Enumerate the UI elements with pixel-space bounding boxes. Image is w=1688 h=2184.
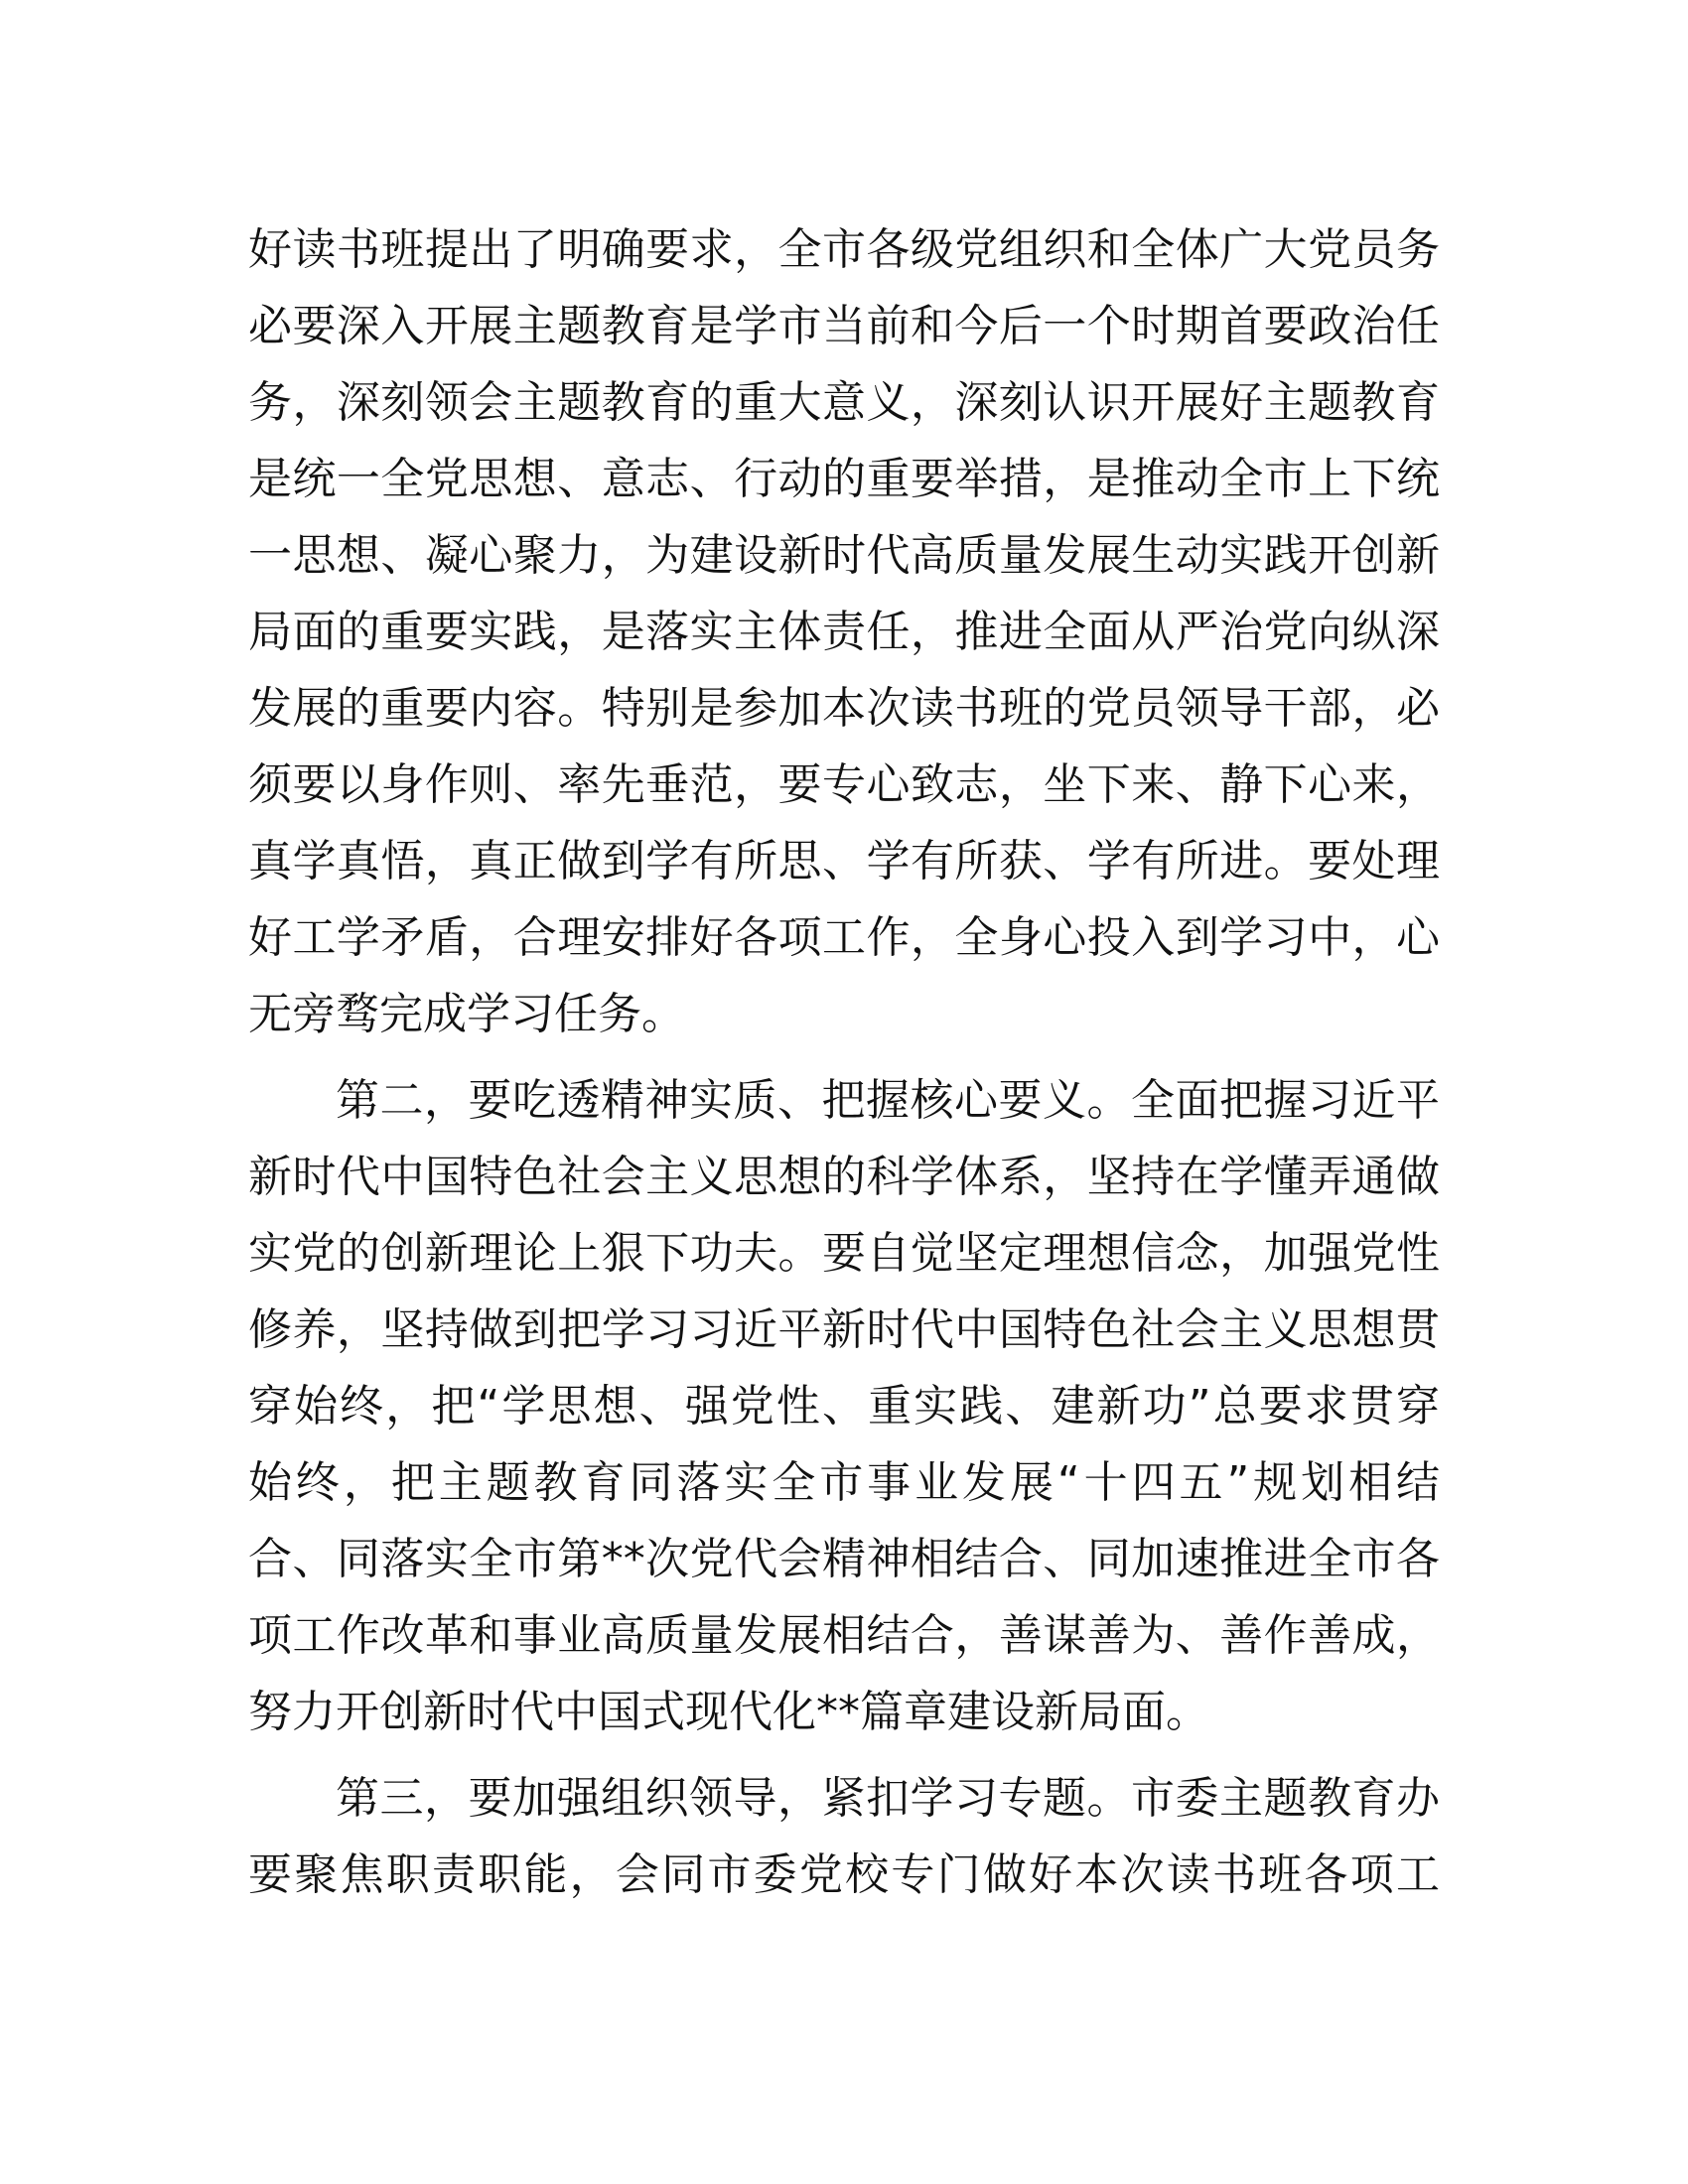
text-line: 穿始终，把“学思想、强党性、重实践、建新功”总要求贯穿 <box>248 1381 1440 1432</box>
text-line: 第二，要吃透精神实质、把握核心要义。全面把握习近平 <box>336 1075 1440 1126</box>
text-line: 一思想、凝心聚力，为建设新时代高质量发展生动实践开创新 <box>248 530 1440 581</box>
text-line: 局面的重要实践，是落实主体责任，推进全面从严治党向纵深 <box>248 607 1440 657</box>
text-line: 努力开创新时代中国式现代化**篇章建设新局面。 <box>248 1687 1209 1737</box>
paragraph-2 <box>248 1062 1440 1750</box>
paragraph-spacer <box>248 1750 1440 1760</box>
text-line: 务，深刻领会主题教育的重大意义，深刻认识开展好主题教育 <box>248 377 1440 428</box>
text-line: 修养，坚持做到把学习习近平新时代中国特色社会主义思想贯 <box>248 1304 1440 1355</box>
paragraph-spacer <box>248 1052 1440 1062</box>
text-line: 好工学矛盾，合理安排好各项工作，全身心投入到学习中，心 <box>248 912 1440 963</box>
text-line: 好读书班提出了明确要求，全市各级党组织和全体广大党员务 <box>248 224 1440 275</box>
text-line: 是统一全党思想、意志、行动的重要举措，是推动全市上下统 <box>248 454 1440 504</box>
paragraph-3 <box>248 1760 1440 1913</box>
text-line: 要聚焦职责职能，会同市委党校专门做好本次读书班各项工 <box>248 1849 1440 1900</box>
text-line: 发展的重要内容。特别是参加本次读书班的党员领导干部，必 <box>248 683 1440 734</box>
text-line: 始终，把主题教育同落实全市事业发展“十四五”规划相结 <box>248 1457 1440 1508</box>
paragraph-1-continued <box>248 211 1440 1052</box>
text-line: 真学真悟，真正做到学有所思、学有所获、学有所进。要处理 <box>248 836 1440 887</box>
text-line: 项工作改革和事业高质量发展相结合，善谋善为、善作善成， <box>248 1610 1440 1661</box>
text-line: 无旁骛完成学习任务。 <box>248 989 685 1039</box>
document-body <box>248 211 1440 1913</box>
text-line: 新时代中国特色社会主义思想的科学体系，坚持在学懂弄通做 <box>248 1152 1440 1202</box>
text-line: 实党的创新理论上狠下功夫。要自觉坚定理想信念，加强党性 <box>248 1228 1440 1279</box>
text-line: 合、同落实全市第**次党代会精神相结合、同加速推进全市各 <box>248 1534 1440 1584</box>
text-line: 第三，要加强组织领导，紧扣学习专题。市委主题教育办 <box>336 1773 1440 1824</box>
text-line: 必要深入开展主题教育是学市当前和今后一个时期首要政治任 <box>248 301 1440 351</box>
text-line: 须要以身作则、率先垂范，要专心致志，坐下来、静下心来， <box>248 759 1440 810</box>
